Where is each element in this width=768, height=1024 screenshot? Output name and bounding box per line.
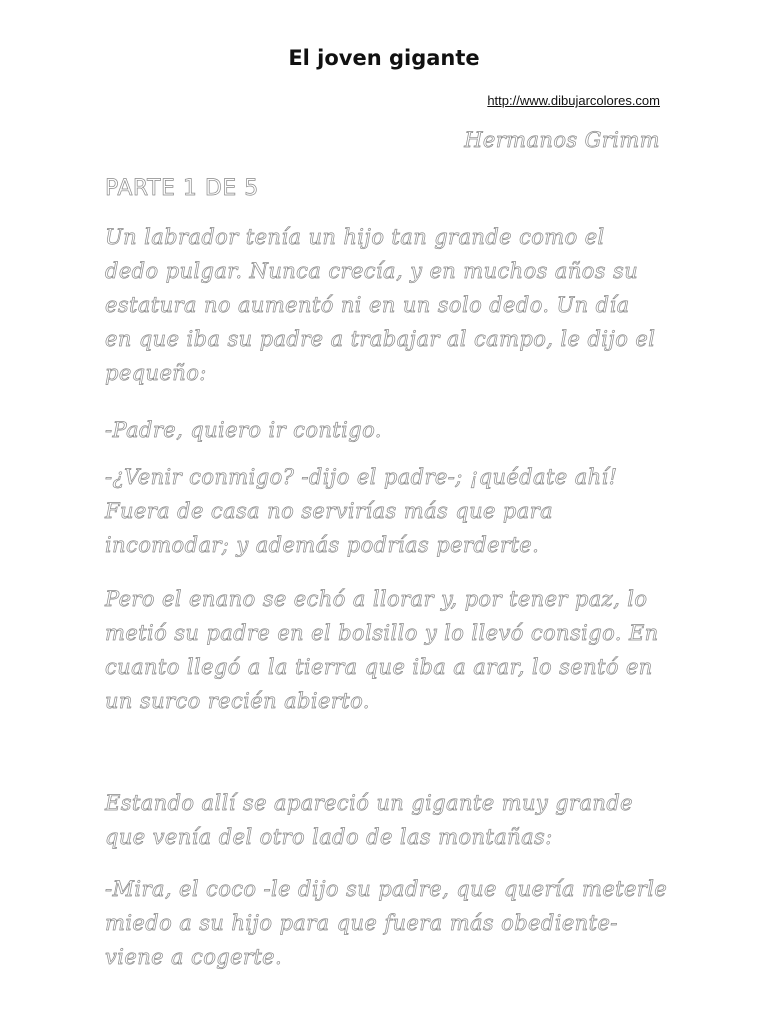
text-line: Un labrador tenía un hijo tan grande como el bbox=[105, 225, 605, 249]
part-heading: PARTE 1 DE 5 bbox=[105, 176, 259, 201]
text-line: incomodar; y además podrías perderte. bbox=[105, 533, 540, 557]
text-line: en que iba su padre a trabajar al campo, le dijo el bbox=[105, 327, 656, 351]
text-line: -Mira, el coco -le dijo su padre, que quería meterle bbox=[105, 877, 668, 901]
paragraph-5 bbox=[105, 786, 665, 854]
text-line: -¿Venir conmigo? -dijo el padre-; ¡quédate ahí! bbox=[105, 465, 618, 489]
paragraph-1 bbox=[105, 220, 665, 390]
text-line: estatura no aumentó ni en un solo dedo. Un día bbox=[105, 293, 630, 317]
paragraph-2 bbox=[105, 413, 665, 447]
page-title: El joven gigante bbox=[288, 46, 480, 70]
text-line: metió su padre en el bolsillo y lo llevó consigo. En bbox=[105, 621, 659, 645]
source-link[interactable]: http://www.dibujarcolores.com bbox=[487, 93, 660, 108]
text-line: un surco recién abierto. bbox=[105, 689, 370, 713]
author-name: Hermanos Grimm bbox=[464, 128, 660, 152]
text-line: Fuera de casa no servirías más que para bbox=[105, 499, 554, 523]
text-line: viene a cogerte. bbox=[105, 945, 283, 969]
text-line: dedo pulgar. Nunca crecía, y en muchos años su bbox=[105, 259, 639, 283]
text-line: -Padre, quiero ir contigo. bbox=[105, 418, 382, 442]
paragraph-3 bbox=[105, 460, 665, 562]
text-line: miedo a su hijo para que fuera más obediente- bbox=[105, 911, 618, 935]
paragraph-4 bbox=[105, 582, 665, 718]
text-line: que venía del otro lado de las montañas: bbox=[105, 825, 553, 849]
text-line: Pero el enano se echó a llorar y, por tener paz, lo bbox=[105, 587, 648, 611]
text-line: cuanto llegó a la tierra que iba a arar, lo sentó en bbox=[105, 655, 653, 679]
text-line: Estando allí se apareció un gigante muy grande bbox=[105, 791, 634, 815]
text-line: pequeño: bbox=[105, 361, 207, 385]
paragraph-6 bbox=[105, 872, 668, 974]
